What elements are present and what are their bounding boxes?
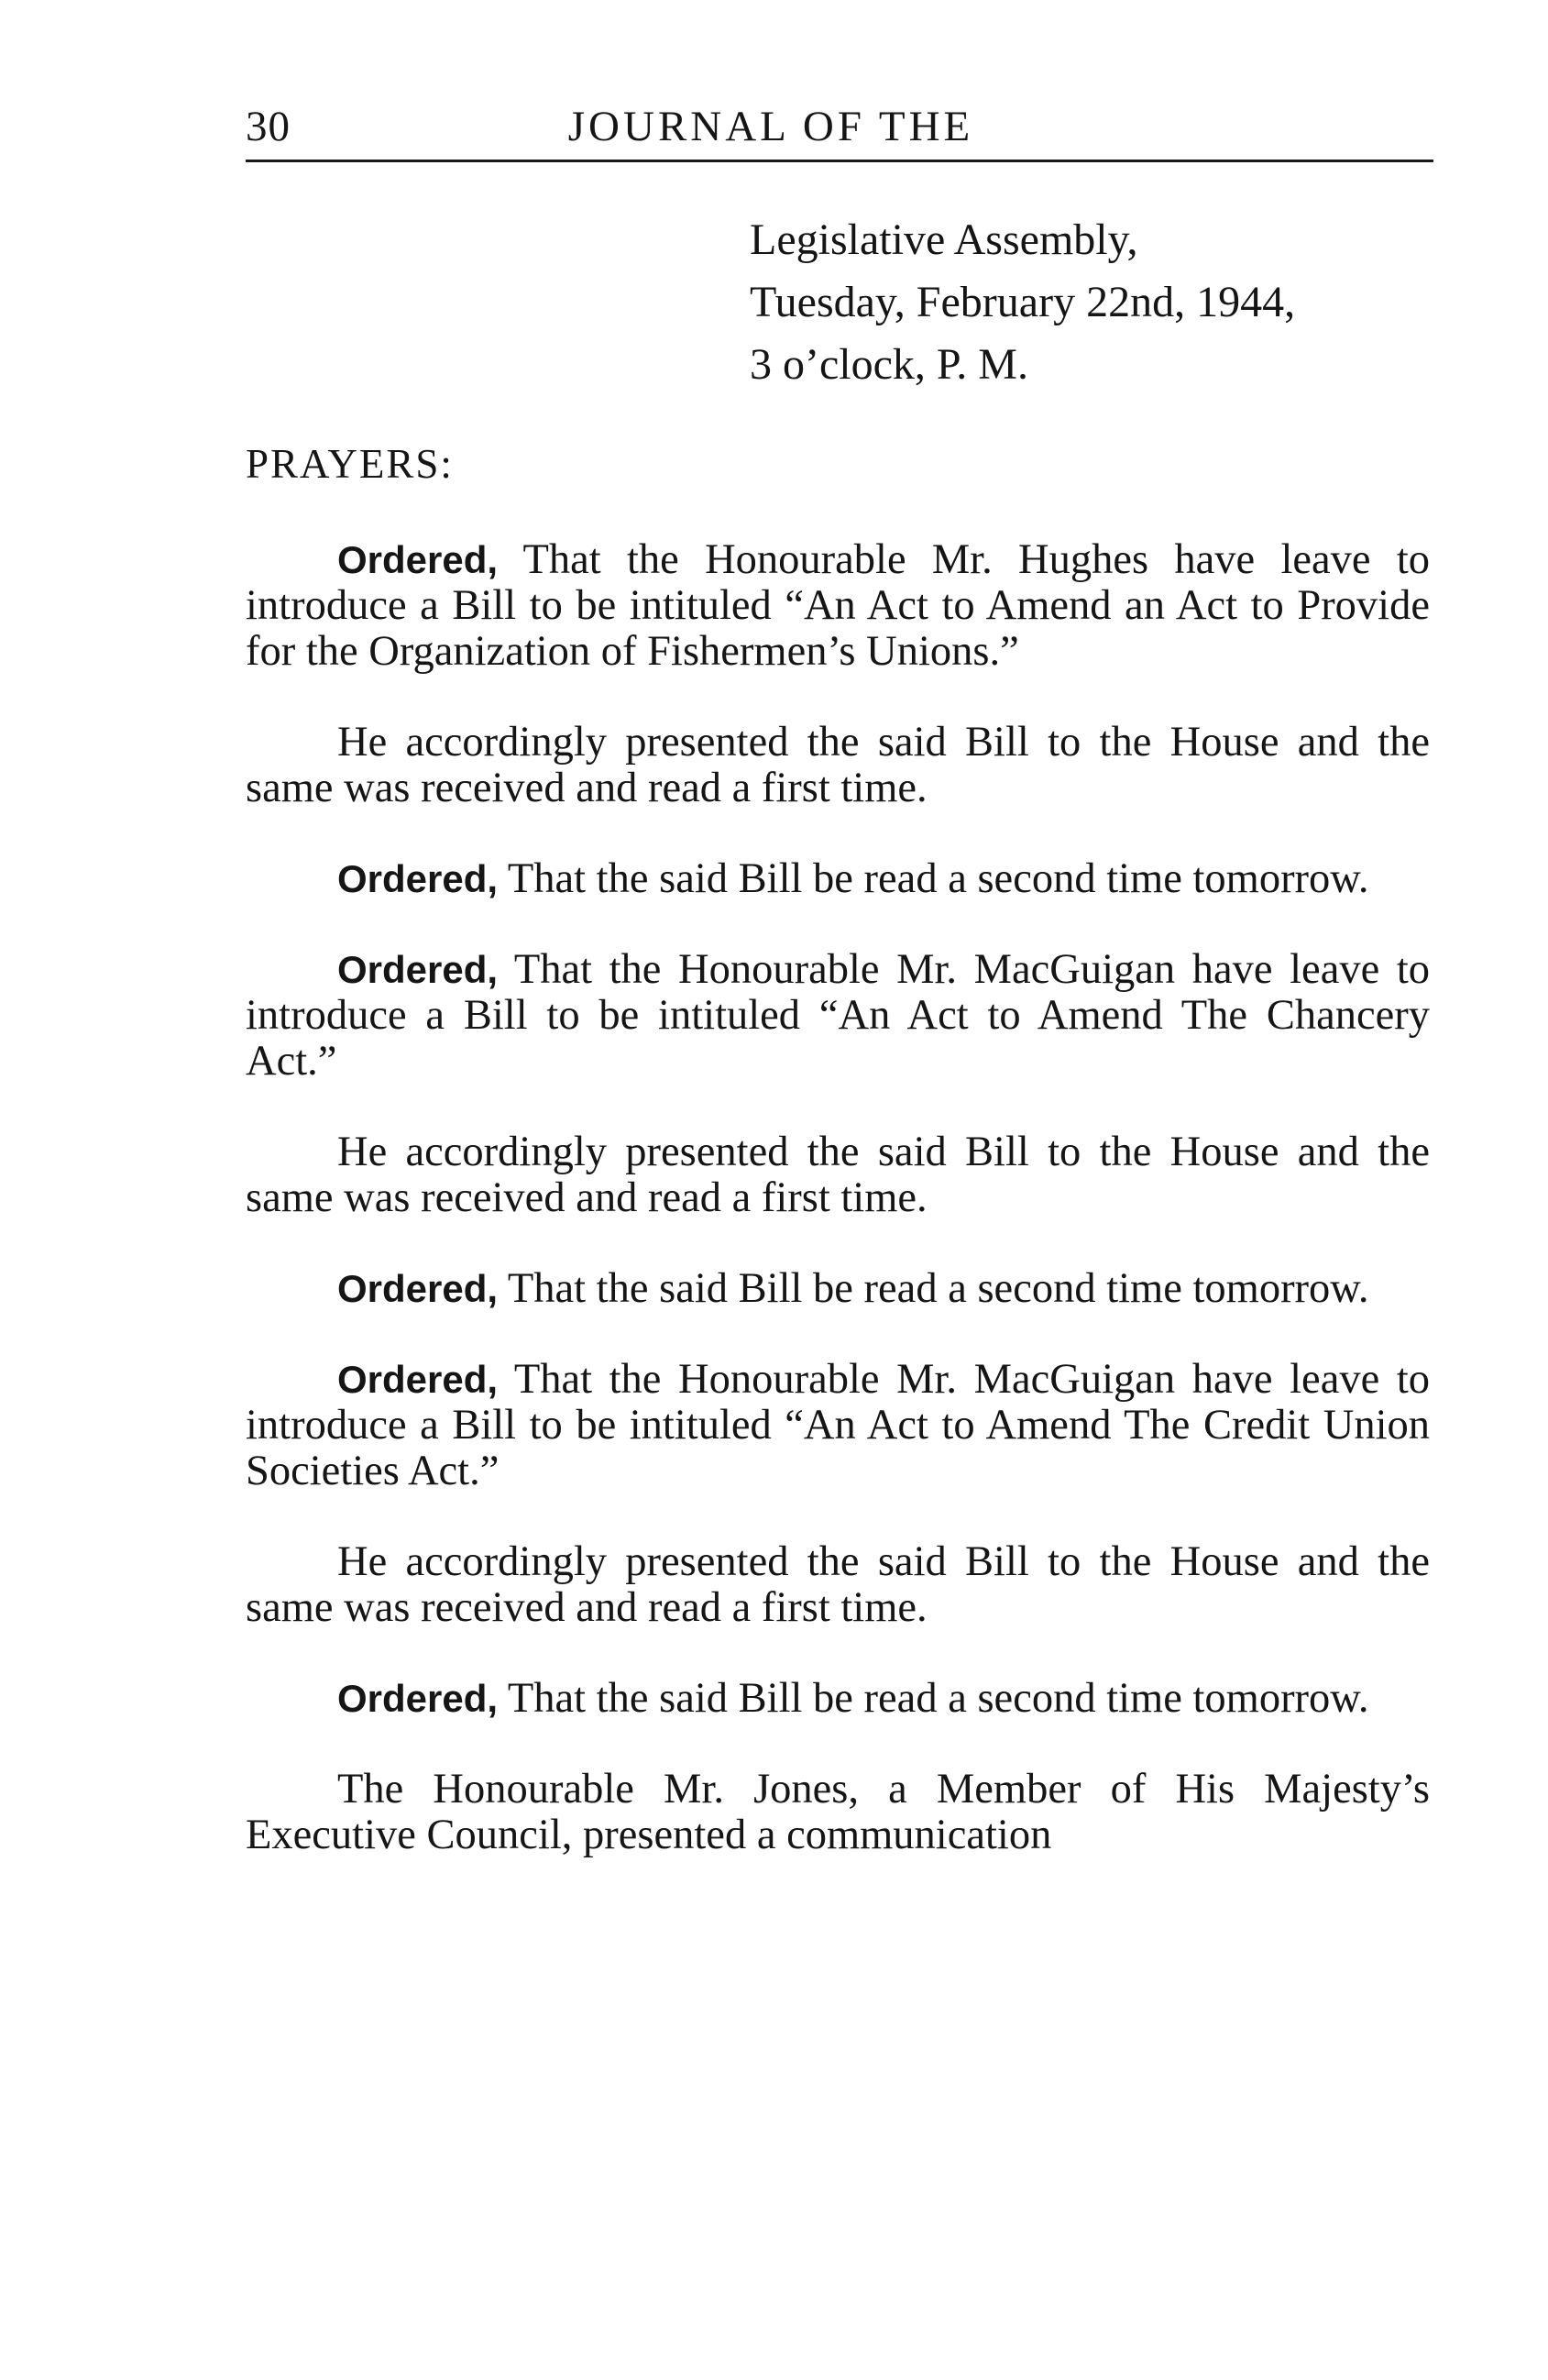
paragraph-text: He accordingly presented the said Bill to the House and the same was received and read a first time. xyxy=(246,1538,1430,1631)
page-number: 30 xyxy=(246,103,291,150)
paragraph-second-reading xyxy=(246,856,1430,902)
dateline-date: Tuesday, February 22nd, 1944, xyxy=(750,278,1296,326)
paragraph-text: That the Honourable Mr. Hughes have leave to introduce a Bill to be intituled “An Act to Amend an Act to Provide for the Organization of Fishermen’s Unions.” xyxy=(246,536,1430,675)
journal-body xyxy=(246,537,1430,1858)
paragraph-text: That the said Bill be read a second time tomorrow. xyxy=(498,855,1369,902)
ordered-lead: Ordered, xyxy=(337,948,499,991)
paragraph-text: He accordingly presented the said Bill to the House and the same was received and read a first time. xyxy=(246,719,1430,811)
paragraph-text: That the Honourable Mr. MacGuigan have leave to introduce a Bill to be intituled “An Act to Amend The Credit Union Societies Act.” xyxy=(246,1356,1430,1494)
ordered-lead: Ordered, xyxy=(337,1677,499,1720)
paragraph-order-credit-union-bill xyxy=(246,1357,1430,1494)
prayers-heading: PRAYERS: xyxy=(246,441,454,487)
dateline-time: 3 o’clock, P. M. xyxy=(750,340,1028,389)
paragraph-bill-presented xyxy=(246,1539,1430,1631)
paragraph-order-chancery-bill xyxy=(246,947,1430,1085)
paragraph-second-reading xyxy=(246,1676,1430,1722)
ordered-lead: Ordered, xyxy=(337,857,499,900)
paragraph-text: That the said Bill be read a second time tomorrow. xyxy=(498,1675,1369,1722)
paragraph-bill-presented xyxy=(246,720,1430,811)
paragraph-bill-presented xyxy=(246,1129,1430,1221)
header-rule xyxy=(246,160,1433,162)
ordered-lead: Ordered, xyxy=(337,538,499,581)
paragraph-communication xyxy=(246,1767,1430,1858)
paragraph-text: He accordingly presented the said Bill to the House and the same was received and read a first time. xyxy=(246,1129,1430,1221)
running-title: JOURNAL OF THE xyxy=(567,103,974,150)
ordered-lead: Ordered, xyxy=(337,1267,499,1310)
paragraph-second-reading xyxy=(246,1266,1430,1312)
running-head xyxy=(246,101,1433,160)
paragraph-text: That the Honourable Mr. MacGuigan have leave to introduce a Bill to be intituled “An Act to Amend The Chancery Act.” xyxy=(246,946,1430,1085)
dateline-place: Legislative Assembly, xyxy=(750,215,1138,264)
paragraph-order-hughes-bill xyxy=(246,537,1430,675)
ordered-lead: Ordered, xyxy=(337,1358,499,1401)
paragraph-text: The Honourable Mr. Jones, a Member of His Majesty’s Executive Council, presented a communication xyxy=(246,1766,1430,1858)
dateline xyxy=(750,209,1446,396)
paragraph-text: That the said Bill be read a second time tomorrow. xyxy=(498,1265,1369,1312)
